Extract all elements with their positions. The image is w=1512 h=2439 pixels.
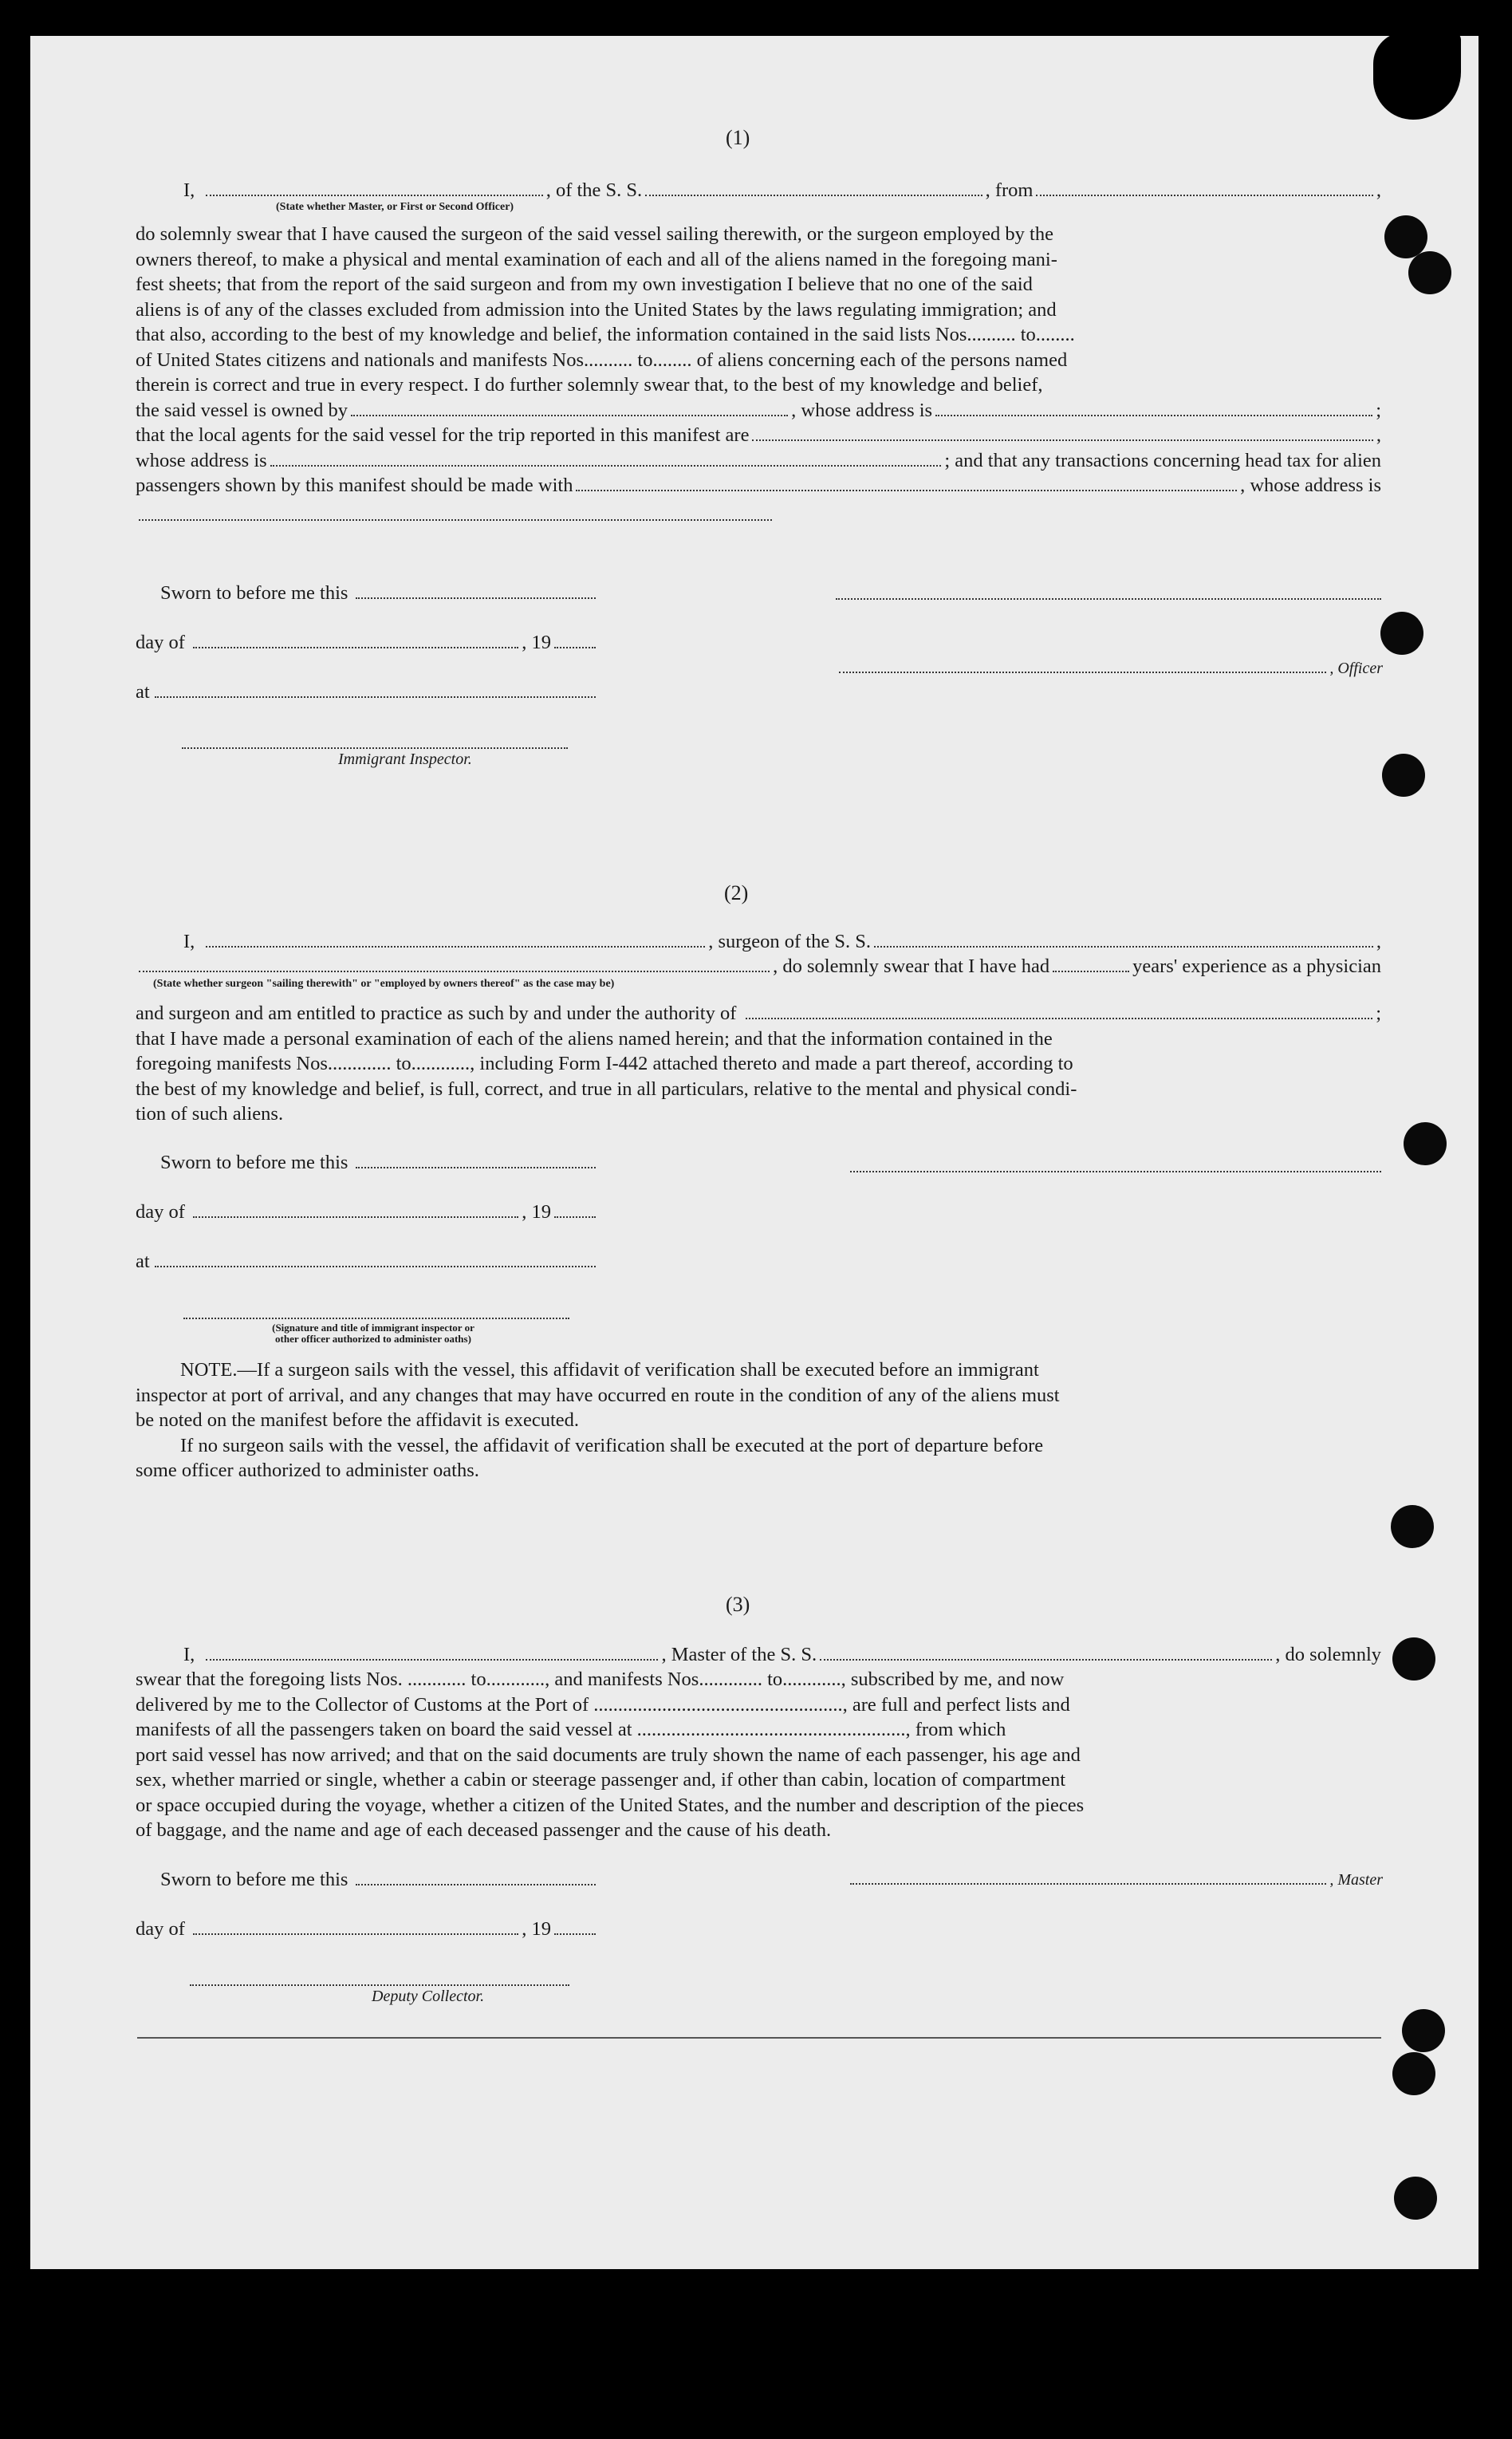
punch-hole (1384, 215, 1427, 258)
punch-hole (1382, 754, 1425, 797)
section-1-line: of United States citizens and nationals and manifests Nos.......... to........ of aliens concerning each of the persons named (136, 349, 1068, 371)
whose-address-label: , whose address is (791, 399, 933, 421)
sworn-label: Sworn to before me this (160, 582, 348, 604)
vessel-name-field[interactable] (645, 179, 982, 196)
year-field[interactable] (554, 1917, 596, 1935)
day-of-label: day of (136, 1201, 185, 1223)
head-tax-text: ; and that any transactions concerning head tax for alien (944, 449, 1381, 471)
day-of-label: day of (136, 632, 185, 653)
at-label: at (136, 1251, 150, 1272)
day-of-label: day of (136, 1918, 185, 1940)
agents-address-field[interactable] (270, 449, 942, 467)
punch-hole (1408, 251, 1451, 294)
surgeon-status-field[interactable] (139, 955, 770, 972)
collector-signature-field[interactable] (190, 1984, 569, 1986)
section-1-of-ss: , of the S. S. (545, 179, 643, 201)
section-3-intro: I, (183, 1644, 195, 1665)
section-1-line: that also, according to the best of my knowledge and belief, the information contained in the said lists Nos.......... to........ (136, 324, 1075, 345)
master-of-label: , Master of the S. S. (661, 1644, 817, 1665)
section-1-caption: (State whether Master, or First or Second Officer) (276, 201, 514, 213)
punch-hole (1391, 1505, 1434, 1548)
punch-hole (1392, 2052, 1435, 2095)
section-1-number: (1) (726, 126, 750, 149)
passengers-text: passengers shown by this manifest should be made with (136, 475, 573, 496)
section-3-number: (3) (726, 1593, 750, 1616)
surgeon-vessel-field[interactable] (874, 930, 1373, 948)
bottom-rule (137, 2037, 1381, 2039)
note-line: be noted on the manifest before the affidavit is executed. (136, 1409, 580, 1431)
section-1-day (136, 630, 599, 656)
immigrant-inspector-label: Immigrant Inspector. (338, 751, 472, 768)
surgeon-name-field[interactable] (206, 930, 705, 948)
surgeon-signature-field[interactable] (850, 1171, 1381, 1172)
note-text: NOTE.—If a surgeon sails with the vessel, this affidavit of verification shall be executed before an immigrant (180, 1359, 1039, 1381)
section-1-line: do solemnly swear that I have caused the surgeon of the said vessel sailing therewith, or the surgeon employed by the (136, 223, 1053, 245)
section-2-line: the best of my knowledge and belief, is full, correct, and true in all particulars, relative to the mental and physical condi- (136, 1078, 1077, 1100)
section-3-first-line (183, 1642, 1381, 1668)
section-3-line: or space occupied during the voyage, whether a citizen of the United States, and the number and description of the pieces (136, 1794, 1085, 1816)
section-1-line: aliens is of any of the classes excluded from admission into the United States by the laws regulating immigration; and (136, 298, 1057, 321)
head-tax-party-field[interactable] (576, 474, 1237, 491)
officer-signature-top[interactable] (836, 598, 1381, 600)
section-3-day (136, 1917, 599, 1942)
owner-field[interactable] (351, 399, 788, 416)
section-2-signature-caption: (Signature and title of immigrant inspector or other officer authorized to administer oaths) (272, 1322, 474, 1345)
port-from-field[interactable] (1036, 179, 1372, 196)
whose-address-label-2: whose address is (136, 449, 267, 471)
local-agents-field[interactable] (752, 424, 1372, 441)
section-1-body: do solemnly swear that I have caused the surgeon of the said vessel sailing therewith, or the surgeon employed by the owners thereof, to make a physical and mental examination of each and all of the aliens named in the foregoing mani- fest sheets; that from the report of the said surgeon and from my own investigation I believe that no one of the said aliens is of any of the classes excluded from admission into the United States by the laws regulating immigration; and that also, according to the best of my knowledge and belief, the information contained in the said lists Nos.......... to........ of United States citizens and nationals and manifests Nos.......... to........ of aliens concerning each of the persons named therein is correct and true in every respect. I do further solemnly swear that, to the best of my knowledge and belief, the said vessel is owned by , whose address is ; that the local agents for the said vessel for the trip reported in this manifest are , whose address is ; and that any transactions concerning head tax for alien passengers shown by this manifest should be made with , whose address is (136, 222, 1381, 498)
inspector-signature-field[interactable] (182, 747, 568, 749)
year-prefix: , 19 (522, 1201, 551, 1223)
officer-label: , Officer (1329, 660, 1383, 677)
officer-signature-field[interactable] (839, 656, 1326, 673)
sworn-day-field[interactable] (356, 1868, 596, 1885)
note-para-2: If no surgeon sails with the vessel, the affidavit of verification shall be executed at the port of departure before (180, 1434, 1044, 1456)
deputy-collector-label: Deputy Collector. (372, 1988, 485, 2005)
month-field[interactable] (193, 1917, 518, 1935)
month-field[interactable] (193, 631, 518, 648)
section-2-day (136, 1200, 599, 1225)
section-2-second-line (136, 954, 1381, 979)
section-3-line: manifests of all the passengers taken on board the said vessel at ......................................................., from which (136, 1719, 1006, 1740)
month-field[interactable] (193, 1200, 518, 1218)
section-3-line: of baggage, and the name and age of each deceased passenger and the cause of his death. (136, 1819, 832, 1841)
section-2-intro: I, (183, 931, 195, 952)
punch-hole (1392, 1637, 1435, 1681)
owner-address-field[interactable] (935, 399, 1372, 416)
master-label: , Master (1329, 1871, 1383, 1889)
section-1-at (136, 680, 599, 705)
section-3-line: delivered by me to the Collector of Customs at the Port of ..................................................., are full and perfect lists and (136, 1693, 1070, 1716)
punch-hole (1380, 612, 1423, 655)
section-2-at (136, 1249, 599, 1275)
section-1-line: owners thereof, to make a physical and mental examination of each and all of the aliens named in the foregoing mani- (136, 248, 1057, 270)
section-3-line: port said vessel has now arrived; and that on the said documents are truly shown the name of each passenger, his age and (136, 1744, 1081, 1766)
section-1-sworn (160, 581, 599, 606)
note-line: inspector at port of arrival, and any changes that may have occurred en route in the condition of any of the aliens must (136, 1384, 1060, 1406)
authority-field[interactable] (746, 1002, 1372, 1019)
sworn-label: Sworn to before me this (160, 1152, 348, 1173)
section-2-line: that I have made a personal examination of each of the aliens named herein; and that the information contained in the (136, 1027, 1053, 1050)
section-1-from: , from (985, 179, 1034, 201)
section-2-body: and surgeon and am entitled to practice as such by and under the authority of ; that I have made a personal examination of each of the aliens named herein; and that the information contained in the foregoing manifests Nos............. to............, including Form I-442 attached thereto and made a part thereof, according to the best of my knowledge and belief, is full, correct, and true in all particulars, relative to the mental and physical condi- tion of such aliens. (136, 1001, 1381, 1127)
punch-hole (1404, 1122, 1447, 1165)
note-line: some officer authorized to administer oaths. (136, 1460, 479, 1481)
section-2-number: (2) (724, 881, 749, 904)
master-vessel-field[interactable] (820, 1643, 1272, 1661)
section-2-line: tion of such aliens. (136, 1103, 284, 1125)
inspector-signature-field[interactable] (183, 1318, 569, 1319)
head-tax-address-field[interactable] (139, 519, 772, 521)
whose-address-label-3: , whose address is (1240, 475, 1381, 496)
year-prefix: , 19 (522, 632, 551, 653)
do-solemnly-text: , do solemnly (1275, 1644, 1382, 1665)
years-experience-text: years' experience as a physician (1132, 956, 1381, 977)
sworn-day-field[interactable] (356, 1151, 596, 1168)
note-label: NOTE. (180, 1359, 238, 1381)
punch-hole (1402, 2009, 1445, 2052)
section-1-intro: I, (183, 179, 195, 201)
section-1-line: fest sheets; that from the report of the said surgeon and from my own investigation I believe that no one of the said (136, 274, 1033, 295)
year-field[interactable] (554, 1200, 596, 1218)
document-page (30, 36, 1479, 2269)
section-2-line: foregoing manifests Nos............. to............, including Form I-442 attached thereto and made a part thereof, according to (136, 1053, 1073, 1074)
master-name-field[interactable] (206, 1643, 658, 1661)
section-2-caption: (State whether surgeon "sailing therewith" or "employed by owners thereof" as the case may be) (153, 978, 615, 990)
note-block (136, 1357, 1381, 1483)
section-3-line: swear that the foregoing lists Nos. ............ to............, and manifests Nos............. to............, subscribed by me, and now (136, 1669, 1065, 1690)
section-2-first-line: I, , surgeon of the S. S. , (183, 929, 1381, 955)
years-experience-field[interactable] (1053, 955, 1129, 972)
owned-by-label: the said vessel is owned by (136, 399, 348, 421)
local-agents-label: that the local agents for the said vessel for the trip reported in this manifest are (136, 424, 750, 446)
section-3-body (136, 1667, 1381, 1843)
master-signature-field[interactable] (850, 1867, 1326, 1885)
do-solemnly-text: , do solemnly swear that I have had (773, 956, 1050, 977)
section-1-first-line: I, , of the S. S. , from , (183, 178, 1381, 203)
officer-signature-line (836, 656, 1383, 681)
sworn-day-field[interactable] (356, 581, 596, 599)
section-3-line: sex, whether married or single, whether a cabin or steerage passenger and, if other than cabin, location of compartment (136, 1769, 1066, 1791)
section-1-line: therein is correct and true in every respect. I do further solemnly swear that, to the best of my knowledge and belief, (136, 374, 1043, 396)
punch-hole (1394, 2177, 1437, 2220)
place-field[interactable] (155, 680, 596, 698)
section-2-sworn (160, 1150, 599, 1176)
year-field[interactable] (554, 631, 596, 648)
surgeon-of-label: , surgeon of the S. S. (708, 931, 871, 952)
sworn-label: Sworn to before me this (160, 1869, 348, 1890)
at-label: at (136, 681, 150, 703)
master-signature-line (847, 1867, 1383, 1893)
master-officer-field[interactable] (206, 179, 542, 196)
year-prefix: , 19 (522, 1918, 551, 1940)
place-field[interactable] (155, 1250, 596, 1267)
authority-text: and surgeon and am entitled to practice as such by and under the authority of (136, 1003, 737, 1024)
section-3-sworn (160, 1867, 599, 1893)
